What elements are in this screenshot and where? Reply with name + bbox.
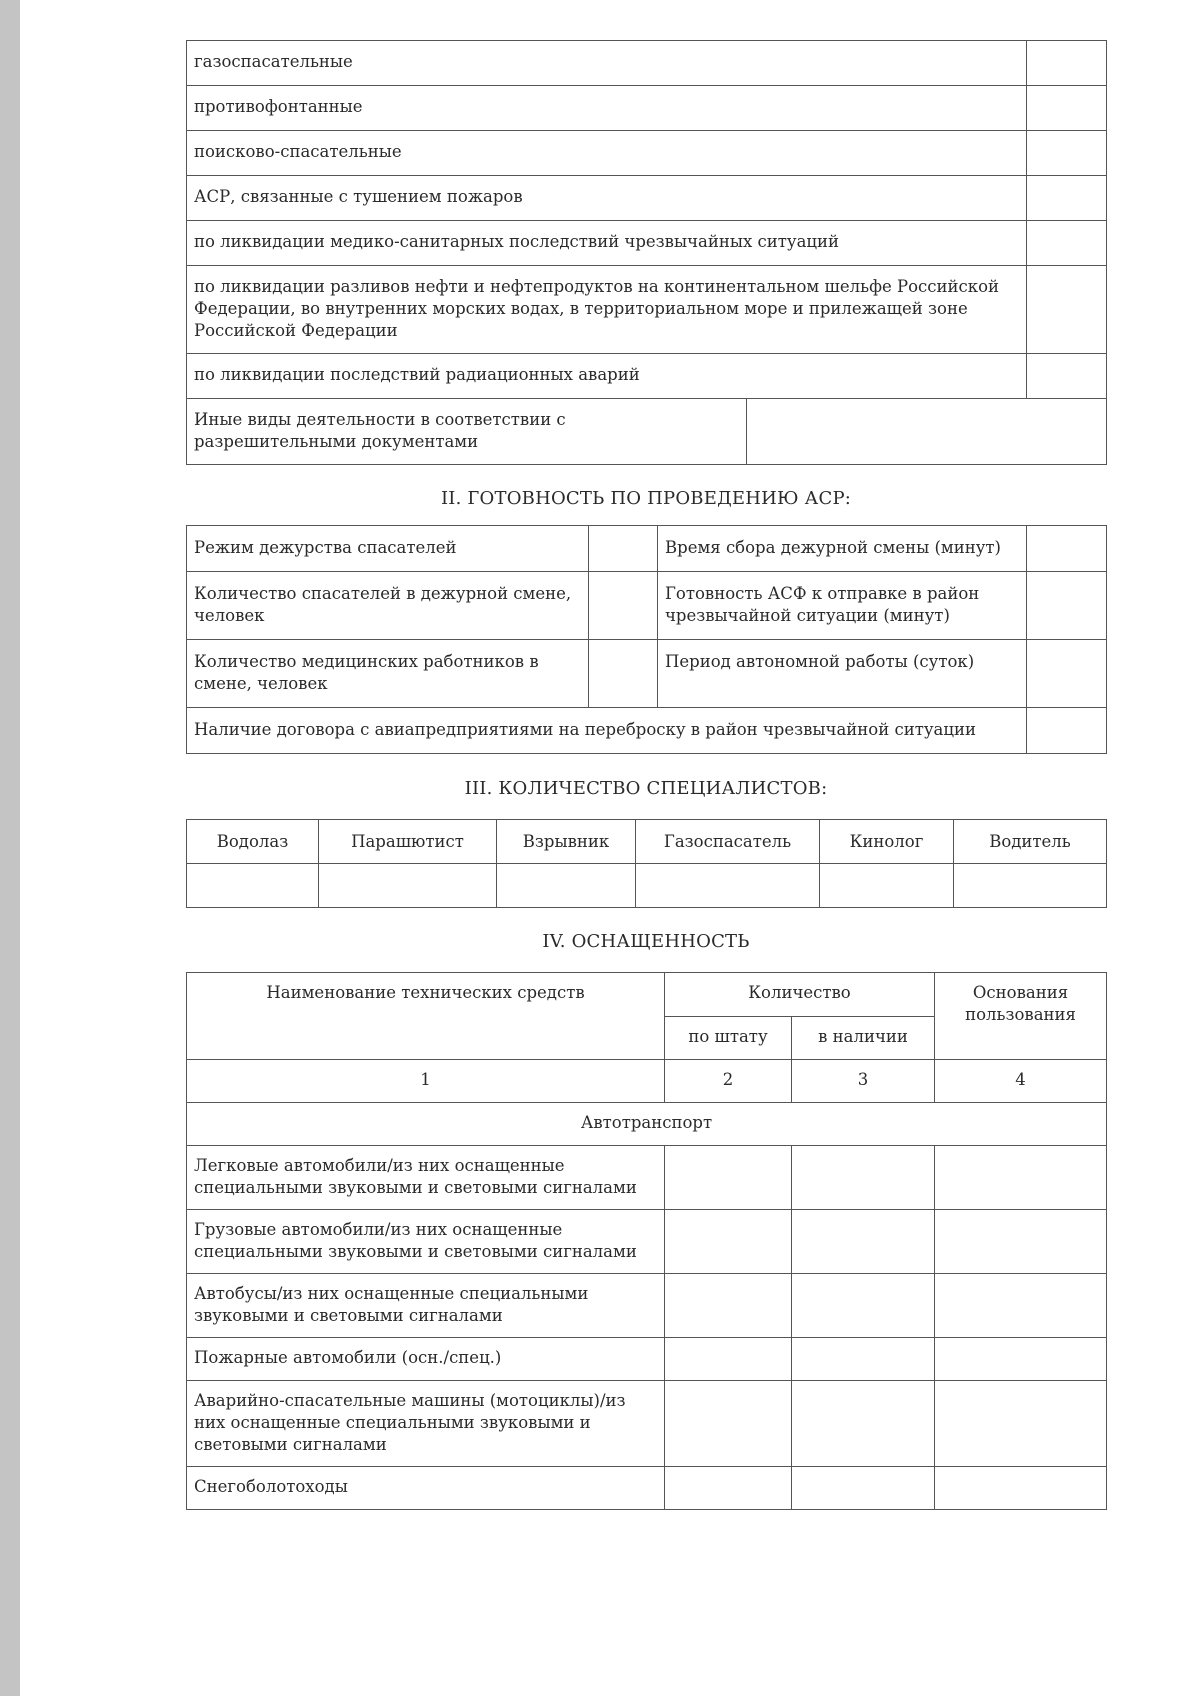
specialist-count-cell[interactable] bbox=[319, 864, 497, 908]
equipment-basis-cell[interactable] bbox=[935, 1467, 1107, 1510]
column-number: 1 bbox=[187, 1060, 665, 1103]
activity-row bbox=[187, 176, 1107, 221]
specialist-column-header: Кинолог bbox=[820, 820, 954, 864]
readiness-row bbox=[187, 572, 1107, 640]
equipment-name: Легковые автомобили/из них оснащенные специальными звуковыми и световыми сигналами bbox=[187, 1146, 665, 1210]
equipment-by-staff-cell[interactable] bbox=[665, 1146, 792, 1210]
equipment-basis-header: Основания пользования bbox=[935, 973, 1107, 1060]
other-activities-value-cell[interactable] bbox=[747, 399, 1107, 465]
aviation-contract-value-cell[interactable] bbox=[1027, 708, 1107, 754]
specialists-table bbox=[186, 819, 1107, 908]
equipment-name: Грузовые автомобили/из них оснащенные специальными звуковыми и световыми сигналами bbox=[187, 1210, 665, 1274]
equipment-quantity-header: Количество bbox=[665, 973, 935, 1017]
readiness-label: Время сбора дежурной смены (минут) bbox=[658, 526, 1027, 572]
activity-label: поисково-спасательные bbox=[187, 131, 1027, 176]
readiness-value-cell[interactable] bbox=[1027, 640, 1107, 708]
section-2-title: II. ГОТОВНОСТЬ ПО ПРОВЕДЕНИЮ АСР: bbox=[440, 488, 852, 509]
specialists-header-row bbox=[187, 820, 1107, 864]
readiness-row bbox=[187, 526, 1107, 572]
equipment-row bbox=[187, 1381, 1107, 1467]
activity-row bbox=[187, 41, 1107, 86]
activity-label: АСР, связанные с тушением пожаров bbox=[187, 176, 1027, 221]
equipment-basis-cell[interactable] bbox=[935, 1381, 1107, 1467]
readiness-value-cell[interactable] bbox=[589, 640, 658, 708]
equipment-available-cell[interactable] bbox=[792, 1467, 935, 1510]
equipment-basis-cell[interactable] bbox=[935, 1146, 1107, 1210]
activity-value-cell[interactable] bbox=[1027, 41, 1107, 86]
column-number: 4 bbox=[935, 1060, 1107, 1103]
equipment-table bbox=[186, 972, 1107, 1510]
activity-label: противофонтанные bbox=[187, 86, 1027, 131]
readiness-label: Количество спасателей в дежурной смене, человек bbox=[187, 572, 589, 640]
activity-row bbox=[187, 221, 1107, 266]
equipment-by-staff-cell[interactable] bbox=[665, 1274, 792, 1338]
other-activities-table bbox=[186, 399, 1107, 465]
readiness-value-cell[interactable] bbox=[1027, 572, 1107, 640]
specialist-column-header: Газоспасатель bbox=[636, 820, 820, 864]
equipment-row bbox=[187, 1338, 1107, 1381]
specialist-count-cell[interactable] bbox=[636, 864, 820, 908]
activity-label: по ликвидации последствий радиационных аварий bbox=[187, 354, 1027, 399]
document-page bbox=[186, 40, 1106, 1510]
specialist-count-cell[interactable] bbox=[497, 864, 636, 908]
readiness-label: Период автономной работы (суток) bbox=[658, 640, 1027, 708]
activity-row bbox=[187, 86, 1107, 131]
readiness-value-cell[interactable] bbox=[589, 572, 658, 640]
readiness-table bbox=[186, 525, 1107, 754]
column-number: 2 bbox=[665, 1060, 792, 1103]
equipment-available-cell[interactable] bbox=[792, 1381, 935, 1467]
equipment-by-staff-cell[interactable] bbox=[665, 1338, 792, 1381]
readiness-row bbox=[187, 640, 1107, 708]
equipment-by-staff-cell[interactable] bbox=[665, 1210, 792, 1274]
equipment-name: Аварийно-спасательные машины (мотоциклы)/из них оснащенные специальными звуковыми и световыми сигналами bbox=[187, 1381, 665, 1467]
equipment-name: Пожарные автомобили (осн./спец.) bbox=[187, 1338, 665, 1381]
equipment-available-cell[interactable] bbox=[792, 1274, 935, 1338]
equipment-available-cell[interactable] bbox=[792, 1210, 935, 1274]
activity-row bbox=[187, 131, 1107, 176]
equipment-name: Снегоболотоходы bbox=[187, 1467, 665, 1510]
readiness-label: Количество медицинских работников в смене, человек bbox=[187, 640, 589, 708]
specialist-column-header: Парашютист bbox=[319, 820, 497, 864]
equipment-name: Автобусы/из них оснащенные специальными звуковыми и световыми сигналами bbox=[187, 1274, 665, 1338]
equipment-by-staff-cell[interactable] bbox=[665, 1381, 792, 1467]
specialist-column-header: Взрывник bbox=[497, 820, 636, 864]
specialist-column-header: Водитель bbox=[954, 820, 1107, 864]
activity-types-table bbox=[186, 40, 1107, 399]
equipment-available-cell[interactable] bbox=[792, 1146, 935, 1210]
activity-value-cell[interactable] bbox=[1027, 221, 1107, 266]
equipment-basis-cell[interactable] bbox=[935, 1338, 1107, 1381]
equipment-column-number-row bbox=[187, 1060, 1107, 1103]
equipment-row bbox=[187, 1274, 1107, 1338]
equipment-row bbox=[187, 1146, 1107, 1210]
activity-value-cell[interactable] bbox=[1027, 86, 1107, 131]
equipment-by-staff-cell[interactable] bbox=[665, 1467, 792, 1510]
specialist-count-cell[interactable] bbox=[954, 864, 1107, 908]
specialist-column-header: Водолаз bbox=[187, 820, 319, 864]
specialists-value-row bbox=[187, 864, 1107, 908]
equipment-basis-cell[interactable] bbox=[935, 1210, 1107, 1274]
activity-label: по ликвидации разливов нефти и нефтепродуктов на континентальном шельфе Российской Федерации, во внутренних морских водах, в территориальном море и прилежащей зоне Российской Федерации bbox=[187, 266, 1027, 354]
section-4-title: IV. ОСНАЩЕННОСТЬ bbox=[542, 931, 750, 952]
readiness-label: Готовность АСФ к отправке в район чрезвычайной ситуации (минут) bbox=[658, 572, 1027, 640]
equipment-category-row bbox=[187, 1103, 1107, 1146]
readiness-row bbox=[187, 708, 1107, 754]
equipment-basis-cell[interactable] bbox=[935, 1274, 1107, 1338]
equipment-available-cell[interactable] bbox=[792, 1338, 935, 1381]
section-3-title: III. КОЛИЧЕСТВО СПЕЦИАЛИСТОВ: bbox=[464, 778, 828, 799]
other-activities-label: Иные виды деятельности в соответствии с разрешительными документами bbox=[187, 399, 747, 465]
equipment-header-row bbox=[187, 973, 1107, 1017]
activity-row bbox=[187, 354, 1107, 399]
activity-label: по ликвидации медико-санитарных последствий чрезвычайных ситуаций bbox=[187, 221, 1027, 266]
column-number: 3 bbox=[792, 1060, 935, 1103]
specialist-count-cell[interactable] bbox=[187, 864, 319, 908]
readiness-value-cell[interactable] bbox=[589, 526, 658, 572]
equipment-available-header: в наличии bbox=[792, 1017, 935, 1060]
equipment-row bbox=[187, 1467, 1107, 1510]
equipment-row bbox=[187, 1210, 1107, 1274]
activity-value-cell[interactable] bbox=[1027, 176, 1107, 221]
readiness-value-cell[interactable] bbox=[1027, 526, 1107, 572]
readiness-label: Режим дежурства спасателей bbox=[187, 526, 589, 572]
equipment-name-header: Наименование технических средств bbox=[187, 973, 665, 1060]
equipment-by-staff-header: по штату bbox=[665, 1017, 792, 1060]
activity-value-cell[interactable] bbox=[1027, 131, 1107, 176]
activity-value-cell[interactable] bbox=[1027, 354, 1107, 399]
activity-label: газоспасательные bbox=[187, 41, 1027, 86]
equipment-category-label: Автотранспорт bbox=[187, 1103, 1107, 1146]
scan-left-margin-bar bbox=[0, 0, 20, 1696]
specialist-count-cell[interactable] bbox=[820, 864, 954, 908]
other-activities-row bbox=[187, 399, 1107, 465]
activity-row bbox=[187, 266, 1107, 354]
activity-value-cell[interactable] bbox=[1027, 266, 1107, 354]
aviation-contract-label: Наличие договора с авиапредприятиями на переброску в район чрезвычайной ситуации bbox=[187, 708, 1027, 754]
